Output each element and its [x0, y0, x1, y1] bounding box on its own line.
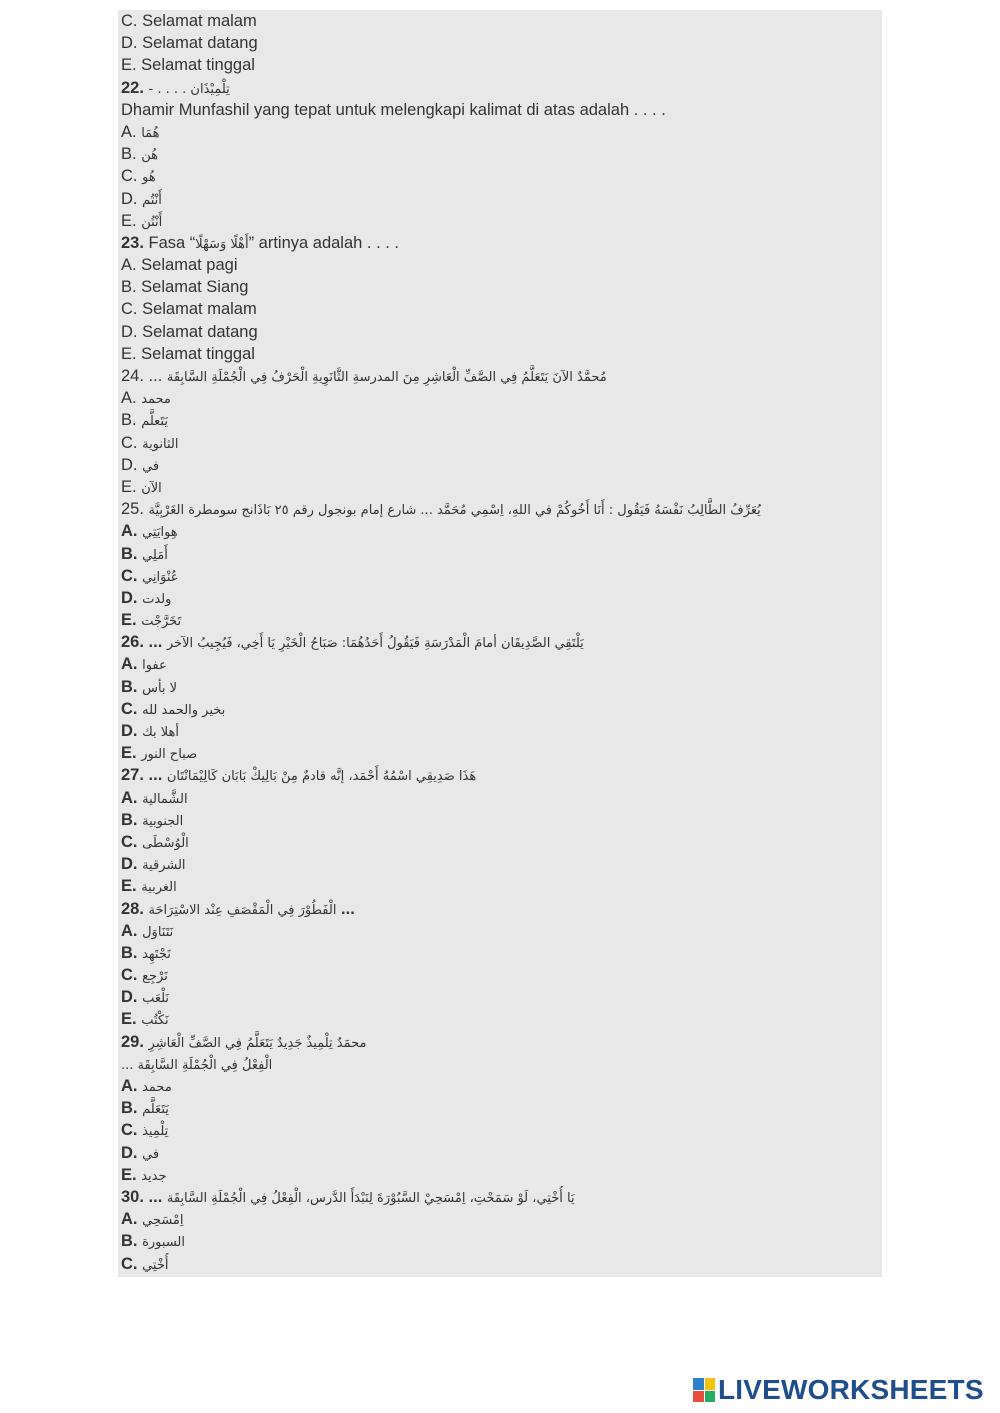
text-line — [121, 942, 879, 964]
arabic-text: السبورة — [142, 1235, 185, 1251]
question-number: 23. — [121, 233, 144, 252]
logo-text: LIVEWORKSHEETS — [718, 1374, 984, 1405]
arabic-text: صباح النور — [141, 747, 198, 763]
arabic-text: الغربية — [141, 880, 177, 896]
line-lead: 22. — [121, 78, 144, 97]
text-line — [121, 1230, 879, 1252]
line-lead: 29. — [121, 1032, 144, 1051]
text-line — [121, 365, 879, 387]
text-line — [121, 831, 879, 853]
arabic-text: تِلْمِيذ — [142, 1124, 169, 1140]
line-lead: B. — [121, 1232, 138, 1251]
line-lead: D. — [121, 1143, 138, 1162]
text-line — [121, 1031, 879, 1053]
line-lead: B. — [121, 411, 137, 430]
arabic-text: تَخَرَّجْت — [141, 614, 182, 630]
text-line — [121, 787, 879, 809]
line-lead: C. — [121, 1121, 138, 1140]
line-lead: Dhamir Munfashil yang tepat untuk melengkapi kalimat di atas adalah . . . . — [121, 100, 666, 119]
text-line — [121, 986, 879, 1008]
arabic-text: الجنوبية — [142, 813, 184, 829]
arabic-text: هَذَا صَدِيقِي اسْمُهُ أَحْمَد، إنَّه قادمٌ مِنْ بَالِيكْ بَابَان كَالِيْمَانْتَان — [166, 769, 477, 785]
line-lead: D. Selamat datang — [121, 322, 258, 341]
line-lead: E. — [121, 744, 137, 763]
text-line — [121, 1119, 879, 1141]
arabic-text: نَجْتَهِد — [142, 946, 171, 962]
text-line — [121, 387, 879, 409]
line-lead: D. — [121, 189, 138, 208]
arabic-text: هُمَا — [141, 125, 160, 141]
line-lead: 26. ... — [121, 633, 163, 652]
line-lead: C. — [121, 832, 138, 851]
line-lead: E. — [121, 1165, 137, 1184]
text-line — [121, 1053, 879, 1075]
line-lead: C. Selamat malam — [121, 12, 257, 30]
line-lead: E. — [121, 477, 137, 496]
arabic-text: محمَدٌ تِلْمِيذٌ جَدِيدٌ يَتَعَلَّمُ فِي الصَّفِّ الْعَاشِرِ — [148, 1035, 367, 1051]
line-lead: C. — [121, 167, 138, 186]
line-lead: E. — [121, 611, 137, 630]
line-lead: B. — [121, 544, 138, 563]
arabic-text: يَتَعلَّم — [141, 414, 168, 430]
arabic-text: أَنْتُن — [141, 214, 163, 230]
text-line — [121, 587, 879, 609]
text-line — [121, 742, 879, 764]
line-lead: A. — [121, 921, 138, 940]
line-lead: A. — [121, 655, 138, 674]
arabic-text: عفوا — [142, 658, 167, 674]
text-line — [121, 121, 879, 143]
line-lead: 28. — [121, 899, 144, 918]
line-lead: B. — [121, 810, 138, 829]
line-lead: A. — [121, 122, 137, 141]
arabic-text: يَا أُخْتِي، لَوْ سَمَحْتِ، اِمْسَحِيْ السَّبُوْرَةَ لِنَبْدَأَ الدَّرس، الْفِعْلُ فِي الْجُمْلَةِ السَّابِقَة — [166, 1190, 575, 1206]
text-line — [121, 321, 879, 343]
text-line — [121, 1097, 879, 1119]
arabic-text: اِمْسَحِي — [142, 1213, 184, 1229]
arabic-text: أَنْتُم — [142, 192, 162, 208]
text-line — [121, 409, 879, 431]
arabic-text: جديد — [141, 1168, 167, 1184]
arabic-text: تِلْمِيْذَان . . . . - — [148, 81, 230, 97]
text-line — [121, 565, 879, 587]
text-line — [121, 1075, 879, 1097]
line-lead: B. — [121, 1099, 138, 1118]
text-line — [121, 853, 879, 875]
arabic-text: الثانوية — [142, 436, 179, 452]
text-line — [121, 920, 879, 942]
text-line — [121, 1208, 879, 1230]
line-lead: E. — [121, 877, 137, 896]
line-lead: E. — [121, 1010, 137, 1029]
line-lead: B. Selamat Siang — [121, 278, 249, 297]
line-lead: 30. ... — [121, 1187, 163, 1206]
line-lead: C. — [121, 966, 138, 985]
question-list — [121, 10, 879, 1275]
text-line — [121, 232, 879, 254]
line-lead: D. — [121, 855, 138, 874]
text-line — [121, 543, 879, 565]
arabic-text: هُو — [142, 170, 156, 186]
line-lead: D. — [121, 588, 138, 607]
text-line — [121, 432, 879, 454]
arabic-text: هُن — [141, 148, 158, 164]
arabic-text: أُخْتِي — [142, 1257, 169, 1273]
liveworksheets-logo-icon — [693, 1378, 715, 1402]
line-lead: B. — [121, 677, 138, 696]
text-line — [121, 1186, 879, 1208]
text-line — [121, 1142, 879, 1164]
arabic-text: في — [142, 458, 160, 474]
text-line — [121, 653, 879, 675]
line-lead: A. Selamat pagi — [121, 256, 238, 275]
text-line — [121, 964, 879, 986]
arabic-text: الآن — [141, 480, 162, 496]
text-line — [121, 875, 879, 897]
arabic-text: نَتَنَاوَل — [142, 924, 174, 940]
line-lead: C. — [121, 699, 138, 718]
question-text: Fasa “ — [148, 233, 196, 252]
line-lead: A. — [121, 1210, 138, 1229]
line-lead: E. Selamat tinggal — [121, 344, 255, 363]
line-lead: A. — [121, 389, 137, 408]
line-lead: 24. ... — [121, 367, 163, 385]
text-line — [121, 188, 879, 210]
arabic-text: الْفِعْلُ فِي الْجُمْلَةِ السَّابِقَة ... — [121, 1057, 273, 1073]
arabic-text: في — [142, 1146, 160, 1162]
line-lead: C. Selamat malam — [121, 300, 257, 319]
text-line — [121, 10, 879, 32]
text-line — [121, 343, 879, 365]
arabic-text: يَلْتَقِي الصَّدِيقَان أمامَ الْمَدْرَسَةِ فَيَقُولُ أَحَدُهُمَا: صَبَاحُ الْخَيْرِ يَا أَخِي، فَيُجِيبُ الآخر — [166, 636, 584, 652]
line-tail: ... — [341, 899, 355, 918]
arabic-text: يُعَرِّفُ الطَّالِبُ نَفْسَهُ فَيَقُول : أَنَا أَخُوكُمْ في اللهِ، اِسْمِي مُحَمَّد ... شارع إمام بونجول رقم ٢٥ بَاذَانج سومطرة الغَرْبِيَّة — [148, 503, 761, 519]
arabic-text: مُحمَّدٌ الآنَ يَتَعَلَّمُ فِي الصَّفِّ الْعَاشِرِ مِنَ المدرسةِ الثَّانَوِيةِ الْحَرْفُ فِي الْجُمْلَةِ السَّابِقَة — [166, 370, 607, 385]
line-lead: A. — [121, 1077, 138, 1095]
line-lead: A. — [121, 788, 138, 807]
arabic-text: الشَّمالية — [142, 791, 188, 807]
text-line — [121, 1008, 879, 1030]
arabic-text: لا بأس — [142, 680, 178, 696]
line-lead: B. — [121, 145, 137, 164]
liveworksheets-logo — [693, 1374, 984, 1406]
line-lead: C. — [121, 566, 138, 585]
text-line — [121, 809, 879, 831]
text-line — [121, 676, 879, 698]
question-text: ” artinya adalah . . . . — [248, 233, 399, 252]
text-line — [121, 77, 879, 99]
line-lead: D. — [121, 455, 138, 474]
line-lead: E. — [121, 211, 137, 230]
text-line — [121, 165, 879, 187]
arabic-text: نَلْعَب — [142, 991, 170, 1007]
arabic-text: محمد — [141, 392, 171, 408]
text-line — [121, 99, 879, 121]
line-lead: D. Selamat datang — [121, 34, 258, 53]
arabic-text: نَكْتُب — [141, 1013, 169, 1029]
arabic-text: أهلا بك — [142, 725, 180, 740]
arabic-text: يَتَعَلَّم — [142, 1102, 169, 1118]
text-line — [121, 764, 879, 786]
line-lead: B. — [121, 943, 138, 962]
text-line — [121, 1253, 879, 1275]
text-line — [121, 276, 879, 298]
text-line — [121, 476, 879, 498]
text-line — [121, 454, 879, 476]
text-line — [121, 631, 879, 653]
arabic-text: هِوايَتِي — [142, 525, 178, 541]
line-lead: D. — [121, 988, 138, 1007]
text-line — [121, 54, 879, 76]
text-line — [121, 298, 879, 320]
text-line — [121, 720, 879, 742]
arabic-phrase: أَهْلًا وَسَهْلًا — [195, 236, 249, 252]
text-line — [121, 254, 879, 276]
text-line — [121, 609, 879, 631]
arabic-text: الْوُسْطَى — [142, 835, 189, 851]
text-line — [121, 1164, 879, 1186]
text-line — [121, 210, 879, 232]
line-lead: C. — [121, 1254, 138, 1273]
line-lead: D. — [121, 722, 138, 740]
text-line — [121, 32, 879, 54]
line-lead: 25. — [121, 500, 144, 519]
line-lead: 27. ... — [121, 766, 163, 785]
arabic-text: الْفَطُوْرَ فِي الْمَقْصَفِ عِنْد الاسْتِرَاحَة — [148, 902, 337, 918]
arabic-text: بخير والحمد لله — [142, 702, 226, 718]
text-line — [121, 520, 879, 542]
arabic-text: نَرْجِع — [142, 969, 168, 985]
arabic-text: ولدت — [142, 591, 172, 607]
line-lead: E. Selamat tinggal — [121, 56, 255, 75]
arabic-text: الشرقية — [142, 858, 186, 874]
text-line — [121, 498, 879, 520]
text-line — [121, 698, 879, 720]
arabic-text: محمد — [142, 1080, 172, 1095]
line-lead: C. — [121, 433, 138, 452]
text-line — [121, 143, 879, 165]
text-line — [121, 898, 879, 920]
line-lead: A. — [121, 522, 138, 541]
arabic-text: أَمَلِي — [142, 547, 168, 563]
arabic-text: عُنْوَانِي — [142, 569, 179, 585]
